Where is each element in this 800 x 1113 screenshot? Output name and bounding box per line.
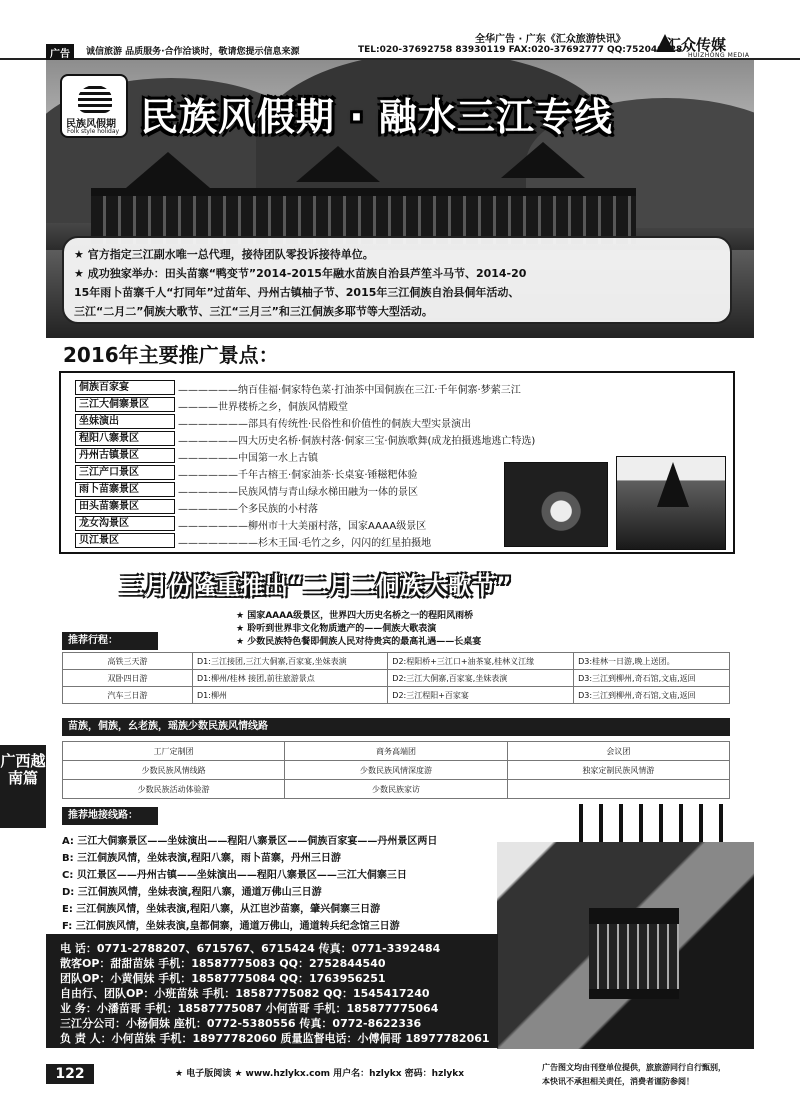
spot-name: 坐妹演出 xyxy=(75,414,175,429)
spot-name: 丹州古镇景区 xyxy=(75,448,175,463)
page-number: 122 xyxy=(46,1064,94,1084)
contact-panel xyxy=(46,934,498,1048)
contact-line: 三江分公司：小杨侗妹 座机：0772-5380556 传真：0772-8622336 xyxy=(60,1017,422,1030)
spot-name: 贝江景区 xyxy=(75,533,175,548)
logo-icon xyxy=(78,85,112,113)
hero-title: 民族风假期 · 融水三江专线 xyxy=(140,95,613,139)
tour-type: 少数民族风情线路 xyxy=(63,761,285,780)
footer-disclaimer: 广告图文均由刊登单位提供，旅旅游同行自行甄别， xyxy=(542,1063,726,1072)
brand-name: 汇众传媒 xyxy=(666,36,727,54)
contact-line: 业 务：小潘苗哥 手机：18587775087 小何苗哥 手机：185877775064 xyxy=(60,1002,439,1015)
route-day-two: D2:三江程阳+百家宴 xyxy=(388,687,574,704)
spot-name: 三江产口景区 xyxy=(75,465,175,480)
logo-english-text: Folk style holiday xyxy=(67,128,120,135)
route-name: 双卧四日游 xyxy=(63,670,193,687)
route-day-one: D1:柳州/桂林 接团,前往旅游景点 xyxy=(193,670,388,687)
spot-description: ——————个多民族的小村落 xyxy=(178,504,318,515)
local-route-item: F: 三江侗族风情，坐妹表演,皇都侗寨，通道万佛山，通道转兵纪念馆三日游 xyxy=(62,921,400,932)
festival-note: ★ 少数民族特色餐即侗族人民对待贵宾的最高礼遇——长桌宴 xyxy=(236,637,482,647)
publication-line: 全华广告 · 广东《汇众旅游快讯》 xyxy=(475,34,626,45)
spot-description: ———————柳州市十大美丽村落，国家AAAA级景区 xyxy=(178,521,427,532)
table-row xyxy=(63,742,730,761)
highlight-line: ★ 官方指定三江副水唯一总代理，接待团队零投诉接待单位。 xyxy=(74,248,374,261)
contact-line: 散客OP：甜甜苗妹 手机：18587775083 QQ：2752844540 xyxy=(60,957,386,970)
route-day-two: D2:程阳桥+三江口+油茶宴,桂林义江缘 xyxy=(388,653,574,670)
route-day-three: D3:三江到柳州,奇石馆,文庙,返回 xyxy=(574,687,730,704)
tour-type: 独家定制民族风情游 xyxy=(507,761,729,780)
local-route-item: C: 贝江景区——丹州古镇——坐妹演出——程阳八寨景区——三江大侗寨三日 xyxy=(62,870,407,881)
publication-contact: TEL:020-37692758 83930119 FAX:020-37692777 QQ:752040828 xyxy=(358,45,683,55)
route-day-one: D1:柳州 xyxy=(193,687,388,704)
drum-tower-icon xyxy=(657,462,689,507)
footer-disclaimer: 本快讯不承担相关责任，消费者谨防参阅！ xyxy=(542,1077,694,1086)
brand-logo xyxy=(60,74,128,138)
dancers-illustration xyxy=(570,804,730,842)
ad-tag: 广告 xyxy=(46,44,74,61)
local-route-item: B: 三江侗族风情，坐妹表演,程阳八寨，雨卜苗寨，丹州三日游 xyxy=(62,853,341,864)
route-name: 高铁三天游 xyxy=(63,653,193,670)
brand-english: HUIZHONG MEDIA xyxy=(688,52,750,59)
spot-name: 雨卜苗寨景区 xyxy=(75,482,175,497)
tour-type: 少数民族风情深度游 xyxy=(285,761,507,780)
contact-line: 负 责 人：小何苗妹 手机：18977782060 质量监督电话：小傅侗哥 18977782061 xyxy=(60,1032,490,1045)
table-row xyxy=(63,653,730,670)
spot-name: 三江大侗寨景区 xyxy=(75,397,175,412)
table-row xyxy=(63,687,730,704)
spot-description: ————————杉木王国·毛竹之乡，闪闪的红星拍摄地 xyxy=(178,538,432,549)
contact-line: 电 话：0771-2788207、6715767、6715424 传真：0771-3392484 xyxy=(60,942,441,955)
tour-type xyxy=(507,780,729,799)
spot-description: ——————民族风情与青山绿水梯田融为一体的景区 xyxy=(178,487,418,498)
route-day-one: D1:三江接团,三江大侗寨,百家宴,坐妹表演 xyxy=(193,653,388,670)
spot-description: ———————部具有传统性·民俗性和价值性的侗族大型实景演出 xyxy=(178,419,472,430)
route-day-two: D2:三江大侗寨,百家宴,坐妹表演 xyxy=(388,670,574,687)
spot-description: ——————纳百佳福·侗家特色菜·打油茶中国侗族在三江·千年侗寨·梦萦三江 xyxy=(178,385,521,396)
spot-name: 龙女沟景区 xyxy=(75,516,175,531)
festival-title: 三月份隆重推出“二月二侗族大歌节” xyxy=(120,572,512,600)
ethnic-lines-heading: 苗族，侗族，幺老族，瑶族少数民族风情线路 xyxy=(62,718,730,736)
spot-description: ——————四大历史名桥·侗族村落·侗家三宝·侗族歌舞(成龙拍摄逃地逃亡特选) xyxy=(178,436,536,447)
tour-types-table xyxy=(62,741,730,799)
routes-heading: 推荐行程： xyxy=(62,632,158,650)
spot-name: 程阳八寨景区 xyxy=(75,431,175,446)
festival-note: ★ 国家AAAA级景区，世界四大历史名桥之一的程阳风雨桥 xyxy=(236,611,474,621)
spot-description: ————世界楼桥之乡，侗族风情殿堂 xyxy=(178,402,348,413)
village-photo xyxy=(504,462,608,547)
spot-name: 侗族百家宴 xyxy=(75,380,175,395)
contact-line: 自由行、团队OP：小班苗妹 手机：18587775082 QQ：1545417240 xyxy=(60,987,430,1000)
route-day-three: D3:桂林一日游,晚上送团。 xyxy=(574,653,730,670)
section-sidebar: 广西越南篇 xyxy=(0,745,46,828)
spot-description: ——————中国第一水上古镇 xyxy=(178,453,318,464)
route-name: 汽车三日游 xyxy=(63,687,193,704)
local-route-item: A: 三江大侗寨景区——坐妹演出——程阳八寨景区——侗族百家宴——丹州景区两日 xyxy=(62,836,438,847)
recommended-routes-table xyxy=(62,652,730,704)
route-day-three: D3:三江到柳州,奇石馆,文庙,返回 xyxy=(574,670,730,687)
spot-name: 田头苗寨景区 xyxy=(75,499,175,514)
local-route-item: E: 三江侗族风情，坐妹表演,程阳八寨，从江岜沙苗寨，肇兴侗寨三日游 xyxy=(62,904,381,915)
tour-type: 会议团 xyxy=(507,742,729,761)
table-row xyxy=(63,780,730,799)
highlight-line: 三江“二月二”侗族大歌节、三江“三月三”和三江侗族多耶节等大型活动。 xyxy=(74,305,433,318)
table-row xyxy=(63,670,730,687)
footer-text: ★ 电子版阅读 ★ www.hzlykx.com 用户名：hzlykx 密码：hzlykx xyxy=(175,1069,465,1079)
tour-type: 少数民族活动体验游 xyxy=(63,780,285,799)
tour-type: 工厂定制团 xyxy=(63,742,285,761)
drum-tower-photo xyxy=(616,456,726,550)
table-row xyxy=(63,761,730,780)
contact-line: 团队OP：小黄侗妹 手机：18587775084 QQ：1763956251 xyxy=(60,972,386,985)
highlight-line: ★ 成功独家举办：田头苗寨“鸭变节”2014-2015年融水苗族自治县芦笙斗马节、2014-20 xyxy=(74,267,527,280)
local-routes-heading: 推荐地接线路： xyxy=(62,807,158,825)
festival-note: ★ 聆听到世界非文化物质遗产的——侗族大歌表演 xyxy=(236,624,437,634)
wooden-building-photo xyxy=(497,842,754,1049)
logo-chinese-text: 民族风假期 xyxy=(66,119,116,130)
tour-type: 商务高端团 xyxy=(285,742,507,761)
local-route-item: D: 三江侗族风情，坐妹表演,程阳八寨，通道万佛山三日游 xyxy=(62,887,322,898)
spot-description: ——————千年古榕王·侗家油茶·长桌宴·锤糍粑体验 xyxy=(178,470,418,481)
highlight-line: 15年雨卜苗寨千人“打同年”过苗年、丹州古镇柚子节、2015年三江侗族自治县侗年活动、 xyxy=(74,286,520,299)
header-slogan: 诚信旅游 品质服务·合作洽谈时，敬请您提示信息来源 xyxy=(86,47,300,57)
spots-heading: 2016年主要推广景点： xyxy=(63,343,279,367)
tour-type: 少数民族家访 xyxy=(285,780,507,799)
